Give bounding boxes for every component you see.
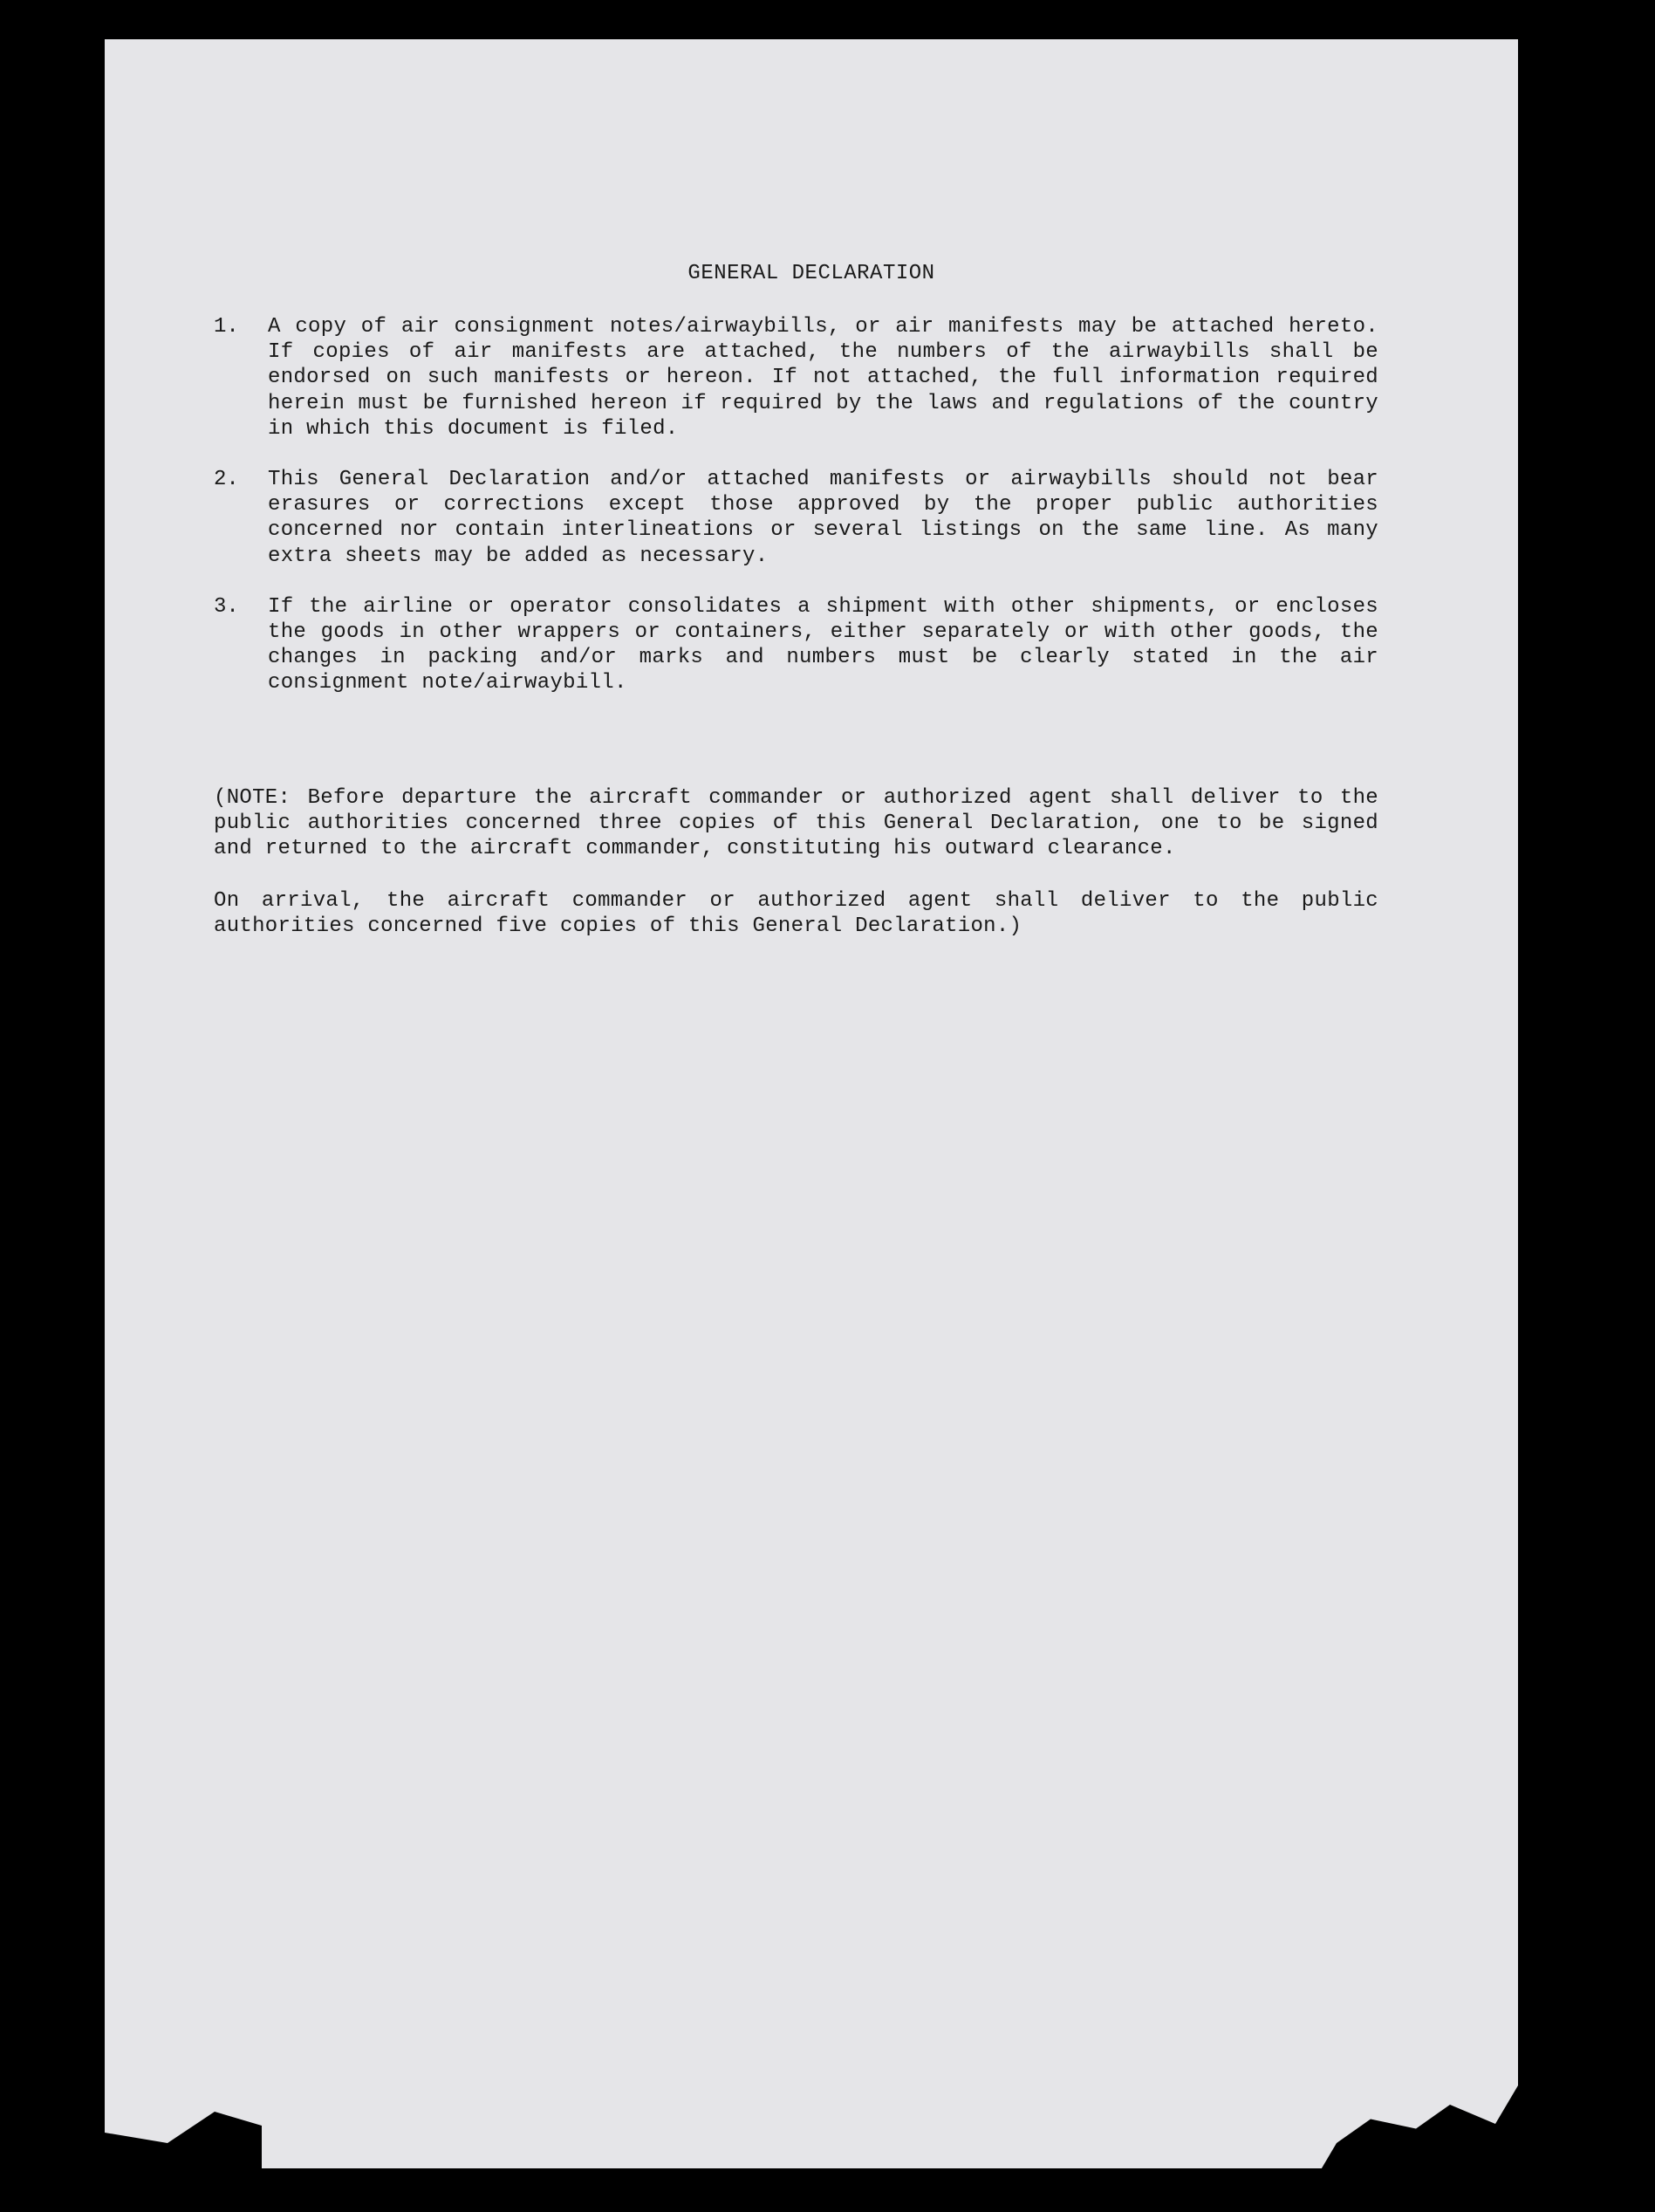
note-departure: (NOTE: Before departure the aircraft commander or authorized agent shall deliver to the public authorities concerned three copies of this General Declaration, one to be signed and returned to the aircraft commander, constituting his outward clearance. [214,786,1378,861]
document-page [105,39,1518,2168]
item-number: 1. [214,315,239,339]
instruction-item [214,467,1378,569]
instruction-list [214,314,1378,722]
item-text: A copy of air consignment notes/airwaybills, or air manifests may be attached hereto. If copies of air manifests are attached, the numbers of the airwaybills shall be endorsed on such manifests or hereon. If not attached, the full information required herein must be furnished hereon if required by the laws and regulations of the country in which this document is filed. [268,315,1378,441]
item-number: 2. [214,468,239,492]
item-number: 3. [214,594,239,619]
instruction-item [214,314,1378,442]
instruction-item [214,594,1378,696]
item-text: This General Declaration and/or attached manifests or airwaybills should not bear erasures or corrections except those approved by the proper public authorities concerned nor contain interlineations or several listings on the same line. As many extra sheets may be added as necessary. [268,468,1378,568]
note-arrival: On arrival, the aircraft commander or authorized agent shall deliver to the public authorities concerned five copies of this General Declaration.) [214,889,1378,939]
item-text: If the airline or operator consolidates a shipment with other shipments, or encloses the goods in other wrappers or containers, either separately or with other goods, the changes in packing and/or marks and numbers must be clearly stated in the air consignment note/airwaybill. [268,594,1378,695]
document-title: GENERAL DECLARATION [687,262,935,285]
